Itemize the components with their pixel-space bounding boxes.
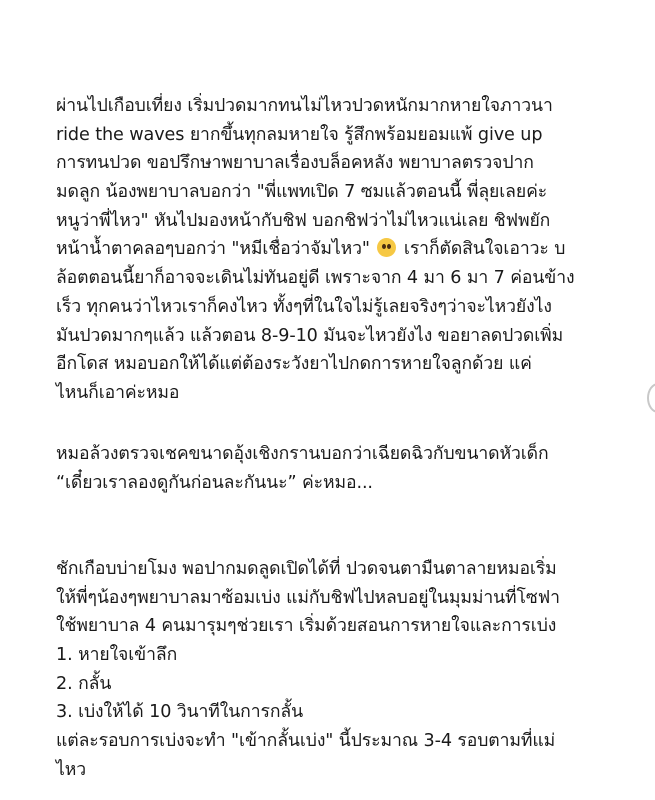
paragraph-3 xyxy=(56,555,626,785)
text-line: เร็ว ทุกคนว่าไหวเราก็คงไหว ทั้งๆที่ในใจไม่รู้เลยจริงๆว่าจะไหวยังไง xyxy=(56,296,552,317)
text-line: หมอล้วงตรวจเชคขนาดอุ้งเชิงกรานบอกว่าเฉียดฉิวกับขนาดหัวเด็ก xyxy=(56,444,549,464)
text-line: ผ่านไปเกือบเที่ยง เริ่มปวดมากทนไม่ไหวปวดหนักมากหายใจภาวนา xyxy=(56,96,553,116)
list-item: 1. หายใจเข้าลึก xyxy=(56,645,178,666)
list-item: 2. กลั้น xyxy=(56,673,112,694)
text-line: ชักเกือบบ่ายโมง พอปากมดลูดเปิดได้ที่ ปวดจนตามืนตาลายหมอเริ่ม xyxy=(56,559,557,579)
text-segment: เราก็ตัดสินใจเอาวะ บ xyxy=(403,239,566,260)
text-line: ไหว xyxy=(56,759,87,780)
text-line: มดลูก น้องพยาบาลบอกว่า "พี่แพทเปิด 7 ซมแล้วตอนนี้ พี่ลุยเลยค่ะ xyxy=(56,182,548,203)
text-line: มันปวดมากๆแล้ว แล้วตอน 8-9-10 มันจะไหวยังไง ขอยาลดปวดเพิ่ม xyxy=(56,325,564,346)
pleading-face-emoji-icon xyxy=(377,238,396,257)
text-line: ride the waves ยากขึ้นทุกลมหายใจ รู้สึกพร้อมยอมแพ้ give up xyxy=(56,124,543,145)
text-line: ใช้พยาบาล 4 คนมารุมๆช่วยเรา เริ่มด้วยสอนการหายใจและการเบ่ง xyxy=(56,616,557,637)
text-segment: หน้าน้ำตาคลอๆบอกว่า "หมีเชื่อว่าจัมไหว" xyxy=(56,239,370,260)
text-line: อีกโดส หมอบอกให้ได้แต่ต้องระวังยาไปกดการหายใจลูกด้วย แค่ xyxy=(56,354,532,375)
list-item: 3. เบ่งให้ได้ 10 วินาทีในการกลั้น xyxy=(56,702,304,723)
text-line: ให้พี่ๆน้องๆพยาบาลมาซ้อมเบ่ง แม่กับชิฟไปหลบอยู่ในมุมม่านที่โซฟา xyxy=(56,587,560,608)
partial-circle-edge-icon xyxy=(647,383,655,413)
text-line: แต่ละรอบการเบ่งจะทำ "เข้ากลั้นเบ่ง" นี้ประมาณ 3-4 รอบตามที่แม่ xyxy=(56,731,556,752)
paragraph-2 xyxy=(56,440,626,497)
text-line: การทนปวด ขอปรึกษาพยาบาลเรื่องบล็อคหลัง พยาบาลตรวจปาก xyxy=(56,153,534,174)
text-line: ล้อตตอนนี้ยาก็อาจจะเดินไม่ทันอยู่ดี เพราะจาก 4 มา 6 มา 7 ค่อนข้าง xyxy=(56,268,575,289)
text-line-with-emoji xyxy=(56,235,626,264)
text-line: ไหนก็เอาค่ะหมอ xyxy=(56,382,180,403)
text-line: หนูว่าพี่ไหว" หันไปมองหน้ากับชิฟ บอกชิฟว่าไม่ไหวแน่เลย ชิฟพยัก xyxy=(56,210,551,231)
text-line: “เดี๋ยวเราลองดูกันก่อนละกันนะ” ค่ะหมอ... xyxy=(56,472,373,493)
paragraph-1 xyxy=(56,92,626,408)
